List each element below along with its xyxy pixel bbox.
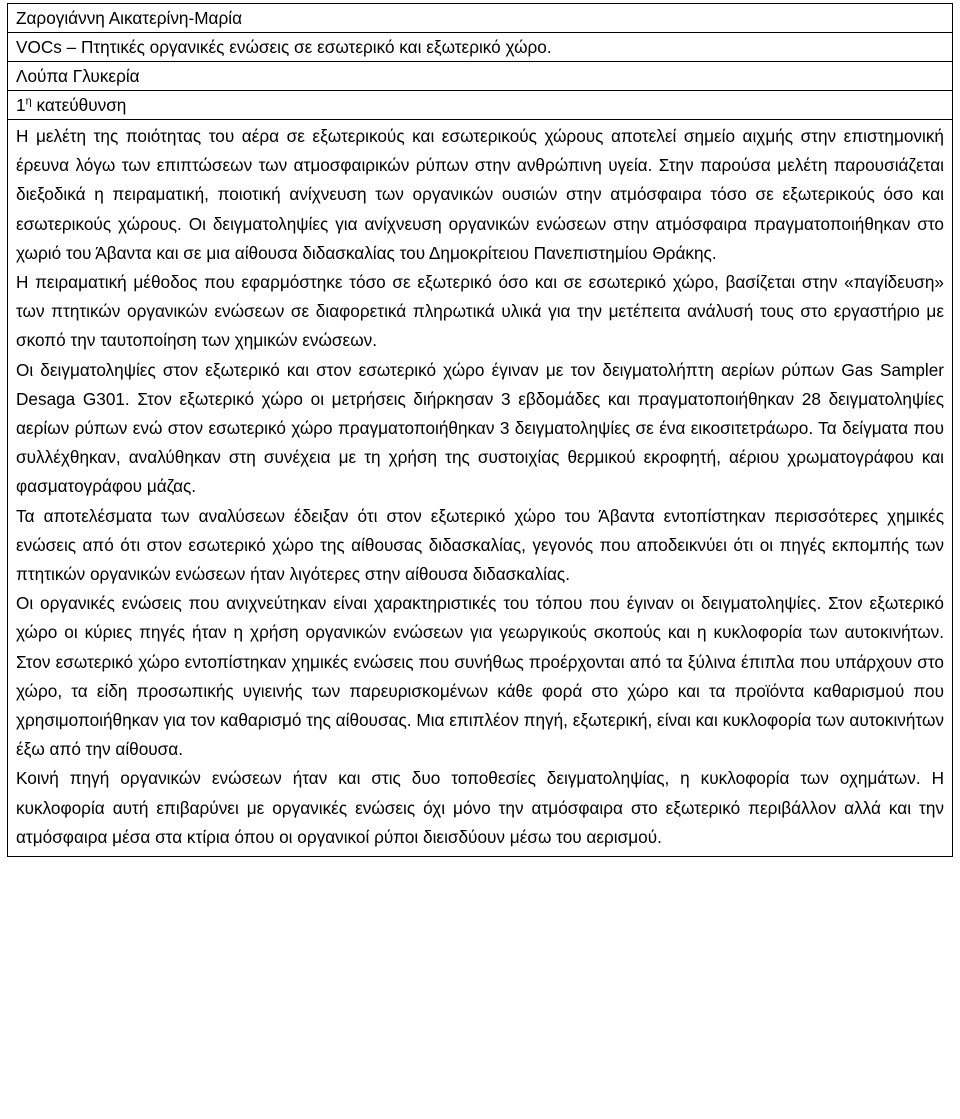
thesis-title: VOCs – Πτητικές οργανικές ενώσεις σε εσωτερικό και εξωτερικό χώρο. [8, 33, 953, 62]
direction-cell [8, 91, 953, 120]
direction-label: κατεύθυνση [36, 95, 127, 115]
thesis-summary-table [7, 3, 953, 857]
abstract-paragraph: Η πειραματική μέθοδος που εφαρμόστηκε τόσο σε εξωτερικό όσο και σε εσωτερικό χώρο, βασίζεται στην «παγίδευση» των πτητικών οργανικών ενώσεων σε διαφορετικά πληρωτικά υλικά για την μετέπειτα ανάλυσή τους στο εργαστήριο με σκοπό την ταυτοποίηση των χημικών ενώσεων. [16, 272, 944, 351]
abstract-paragraph: Οι οργανικές ενώσεις που ανιχνεύτηκαν είναι χαρακτηριστικές του τόπου που έγιναν οι δειγματοληψίες. Στον εξωτερικό χώρο οι κύριες πηγές ήταν η χρήση οργανικών ενώσεων για γεωργικούς σκοπούς και η κυκλοφορία των αυτοκινήτων. Στον εσωτερικό χώρο εντοπίστηκαν χημικές ενώσεις που συνήθως προέρχονται από τα ξύλινα έπιπλα που υπάρχουν στο χώρο, τα είδη προσωπικής υγιεινής των παρευρισκομένων κάθε φορά στο χώρο και τα προϊόντα καθαρισμού που χρησιμοποιήθηκαν για τον καθαρισμό της αίθουσας. Μια επιπλέον πηγή, εξωτερική, είναι και κυκλοφορία των αυτοκινήτων έξω από την αίθουσα. [16, 593, 944, 760]
supervisor-name: Λούπα Γλυκερία [8, 62, 953, 91]
direction-row [8, 91, 953, 120]
student-name-row [8, 4, 953, 33]
thesis-title-row [8, 33, 953, 62]
student-name: Ζαρογιάννη Αικατερίνη-Μαρία [8, 4, 953, 33]
abstract-paragraph: Οι δειγματοληψίες στον εξωτερικό και στον εσωτερικό χώρο έγιναν με τον δειγματολήπτη αερίων ρύπων Gas Sampler Desaga G301. Στον εξωτερικό χώρο οι μετρήσεις διήρκησαν 3 εβδομάδες και πραγματοποιήθηκαν 28 δειγματοληψίες αερίων ρύπων ενώ στον εσωτερικό χώρο πραγματοποιήθηκαν 3 δειγματοληψίες σε ένα εικοσιτετράωρο. Τα δείγματα που συλλέχθηκαν, αναλύθηκαν στη συνέχεια με τη χρήση της συστοιχίας θερμικού εκροφητή, αέριου χρωματογράφου και φασματογράφου μάζας. [16, 359, 944, 497]
abstract-paragraph: Κοινή πηγή οργανικών ενώσεων ήταν και στις δυο τοποθεσίες δειγματοληψίας, η κυκλοφορία των οχημάτων. Η κυκλοφορία αυτή επιβαρύνει με οργανικές ενώσεις όχι μόνο την ατμόσφαιρα στο εξωτερικό περιβάλλον αλλά και την ατμόσφαιρα μέσα στα κτίρια όπου οι οργανικοί ρύποι διεισδύουν μέσω του αερισμού. [16, 768, 944, 847]
direction-number: 1 [16, 95, 26, 115]
abstract-paragraph: Τα αποτελέσματα των αναλύσεων έδειξαν ότι στον εξωτερικό χώρο του Άβαντα εντοπίστηκαν περισσότερες χημικές ενώσεις από ότι στον εσωτερικό χώρο της αίθουσας διδασκαλίας, γεγονός που αποδεικνύει ότι οι πηγές εκπομπής των πτητικών οργανικών ενώσεων ήταν λιγότερες στην αίθουσα διδασκαλίας. [16, 505, 944, 585]
supervisor-row [8, 62, 953, 91]
direction-superscript: η [25, 95, 32, 108]
abstract-row [8, 120, 953, 857]
abstract-cell [8, 120, 953, 857]
abstract-paragraph: Η μελέτη της ποιότητας του αέρα σε εξωτερικούς και εσωτερικούς χώρους αποτελεί σημείο αιχμής στην επιστημονική έρευνα λόγω των επιπτώσεων των ατμοσφαιρικών ρύπων στην ανθρώπινη υγεία. Στην παρούσα μελέτη παρουσιάζεται διεξοδικά η πειραματική, ποιοτική ανίχνευση των οργανικών ουσιών στην ατμόσφαιρα τόσο σε εξωτερικούς όσο και εσωτερικούς χώρους. Οι δειγματοληψίες για ανίχνευση οργανικών ενώσεων στην ατμόσφαιρα πραγματοποιήθηκαν στο χωριό του Άβαντα και σε μια αίθουσα διδασκαλίας του Δημοκρίτειου Πανεπιστημίου Θράκης. [16, 126, 944, 263]
